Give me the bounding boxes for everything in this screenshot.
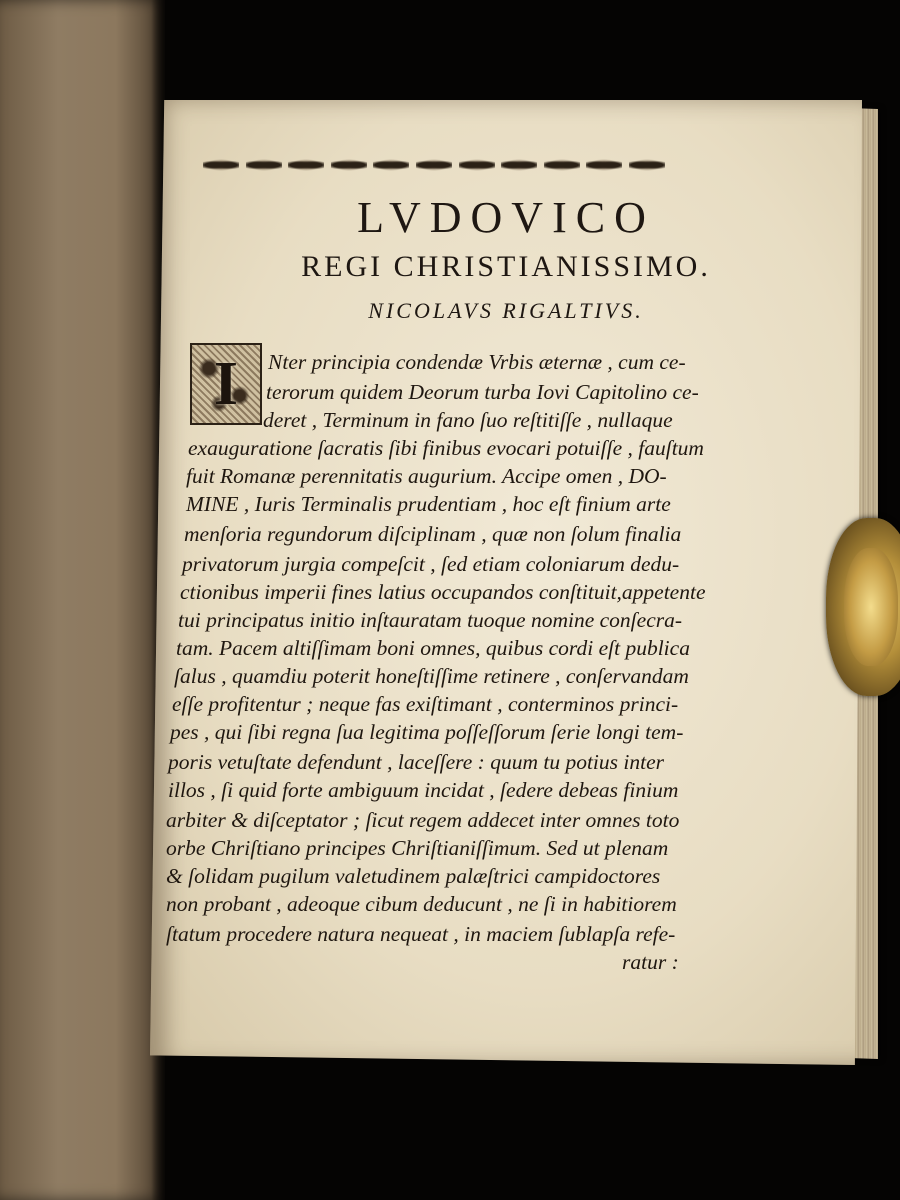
text-line: tam. Pacem altiſſimam boni omnes, quibus cordi eſt publica (176, 636, 690, 660)
text-line: privatorum jurgia compeſcit , ſed etiam coloniarum dedu- (182, 552, 680, 576)
text-line: deret , Terminum in fano ſuo reſtitiſſe , nullaque (263, 408, 673, 432)
text-line: fuit Romanæ perennitatis augurium. Accipe omen , DO- (186, 464, 667, 488)
text-line: Nter principia condendæ Vrbis æternæ , cum ce- (268, 350, 686, 374)
text-line: ſalus , quamdiu poterit honeſtiſſime retinere , conſervandam (174, 664, 689, 688)
author-line: NICOLAVS RIGALTIVS. (368, 298, 644, 323)
page-subtitle: REGI CHRISTIANISSIMO. (301, 250, 711, 283)
text-line: illos , ſi quid forte ambiguum incidat , ſedere debeas finium (168, 778, 679, 802)
initial-letter: I (213, 349, 239, 418)
text-line: menſoria regundorum diſciplinam , quæ non ſolum finalia (184, 522, 682, 546)
text-line: pes , qui ſibi regna ſua legitima poſſeſſorum ſerie longi tem- (170, 720, 684, 744)
text-line: & ſolidam pugilum valetudinem palæſtrici campidoctores (166, 864, 661, 888)
text-line: non probant , adeoque cibum deducunt , ne ſi in habitiorem (166, 892, 677, 916)
text-line: MINE , Iuris Terminalis prudentiam , hoc eſt finium arte (186, 492, 671, 516)
text-line: orbe Chriſtiano principes Chriſtianiſſimum. Sed ut plenam (166, 836, 669, 860)
text-line: arbiter & diſceptator ; ſicut regem addecet inter omnes toto (166, 808, 680, 832)
text-line: tui principatus initio inſtauratam tuoque nomine conſecra- (178, 608, 683, 632)
text-line: exauguratione ſacratis ſibi finibus evocari potuiſſe , fauſtum (188, 436, 704, 460)
text-line: ctionibus imperii fines latius occupandos conſtituit,appetente (180, 580, 706, 604)
text-line: terorum quidem Deorum turba Iovi Capitolino ce- (266, 380, 699, 404)
text-line: poris vetuſtate defendunt , laceſſere : quum tu potius inter (168, 750, 665, 774)
text-line: ratur : (622, 950, 679, 974)
page-title: LVDOVICO (357, 193, 655, 242)
text-line: eſſe profitentur ; neque fas exiſtimant , conterminos princi- (172, 692, 679, 716)
text-line: ſtatum procedere natura nequeat , in maciem ſublapſa refe- (166, 922, 676, 946)
brass-clasp (826, 518, 900, 696)
